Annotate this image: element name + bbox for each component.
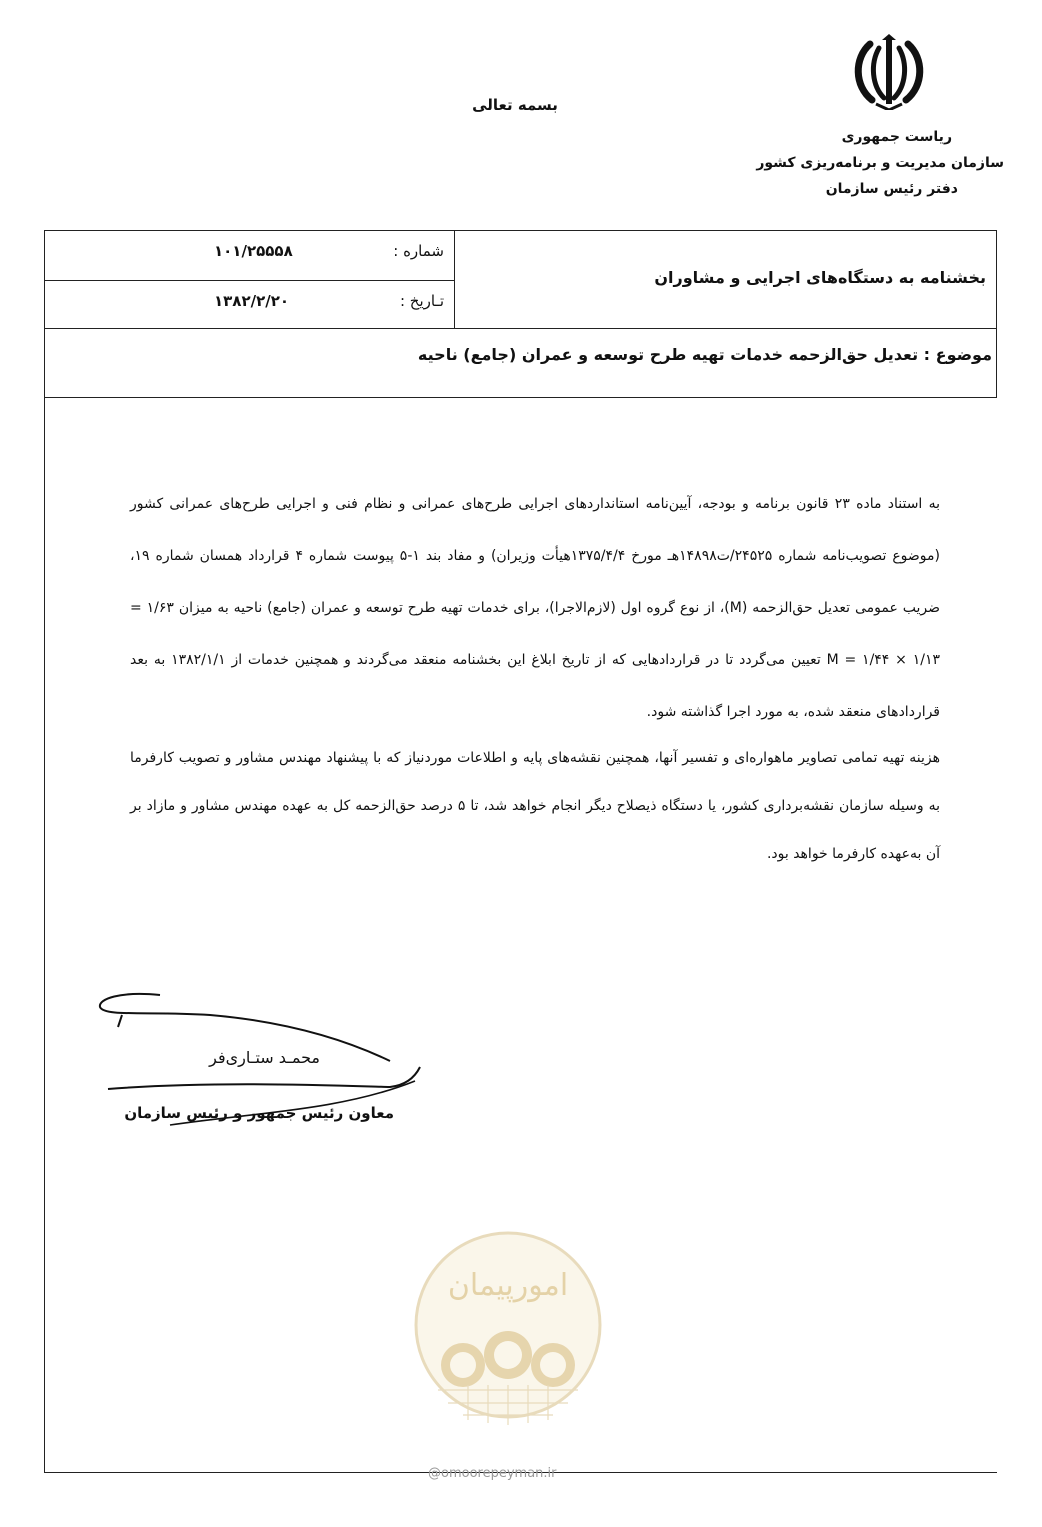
watermark-logo (408, 1225, 608, 1430)
header-bottom-line (44, 328, 997, 329)
circular-title: بخشنامه به دستگاه‌های اجرایی و مشاوران (654, 268, 986, 287)
basmala-heading: بسمه تعالی (472, 96, 558, 114)
svg-text:امورپیمان: امورپیمان (447, 1268, 569, 1303)
org-line-office: دفتر رئیس سازمان (825, 181, 958, 197)
reference-box (44, 230, 454, 328)
watermark-url: @omoorepeyman.ir (428, 1466, 557, 1481)
body-paragraph-1: به استناد ماده ۲۳ قانون برنامه و بودجه، آیین‌نامه استانداردهای اجرایی طرح‌های عمرانی و نظام فنی و اجرایی طرح‌های عمرانی کشور (موضوع تصویب‌نامه شماره ۲۴۵۲۵/ت۱۴۸۹۸هـ مورخ ۱۳۷۵/۴/۴هیأت وزیران) و مفاد بند ۱-۵ پیوست شماره ۴ قرارداد همسان شماره ۱۹، ضریب عمومی تعدیل حق‌الزحمه (M)، از نوع گروه اول (لازم‌الاجرا)، برای خدمات تهیه طرح توسعه و عمران (جامع) ناحیه به میزان ۱/۶۳ = ۱/۱۳ × ۱/۴۴ = M تعیین می‌گردد تا در قراردادهایی که از تاریخ ابلاغ این بخشنامه منعقد می‌گردند و همچنین خدمات از ۱۳۸۲/۱/۱ به بعد قراردادهای منعقد شده، به مورد اجرا گذاشته شود. (130, 496, 941, 720)
frame-right-line (996, 230, 997, 398)
frame-left-line (44, 230, 45, 1473)
letter-body (130, 478, 940, 878)
signatory-name: محمـد ستـاری‌فر (209, 1048, 320, 1067)
number-value: ۱۰۱/۲۵۵۵۸ (214, 242, 293, 260)
org-line-organization: سازمان مدیریت و برنامه‌ریزی کشور (756, 155, 1004, 171)
number-label: شماره : (393, 242, 444, 260)
date-label: تـاریخ : (399, 292, 444, 310)
header-divider (454, 230, 455, 328)
subject-bottom-line (44, 397, 997, 398)
org-line-presidency: ریاست جمهوری (841, 129, 952, 145)
signatory-title: معاون رئیس جمهور و رئیس سازمان (124, 1104, 394, 1122)
iran-emblem-icon (846, 34, 932, 110)
subject-line: موضوع : تعدیل حق‌الزحمه خدمات تهیه طرح توسعه و عمران (جامع) ناحیه (417, 345, 992, 364)
number-row (44, 230, 454, 278)
date-value: ۱۳۸۲/۲/۲۰ (214, 292, 290, 310)
organization-block (756, 124, 1004, 202)
body-paragraph-2: هزینه تهیه تمامی تصاویر ماهواره‌ای و تفسیر آنها، همچنین نقشه‌های پایه و اطلاعات موردنیاز که با پیشنهاد مهندس مشاور و تصویب کارفرما به وسیله سازمان نقشه‌برداری کشور، یا دستگاه ذیصلاح دیگر انجام خواهد شد، تا ۵ درصد حق‌الزحمه کل به عهده مهندس مشاور و مازاد بر آن به‌عهده کارفرما خواهد بود. (130, 750, 940, 862)
date-row (44, 280, 454, 328)
